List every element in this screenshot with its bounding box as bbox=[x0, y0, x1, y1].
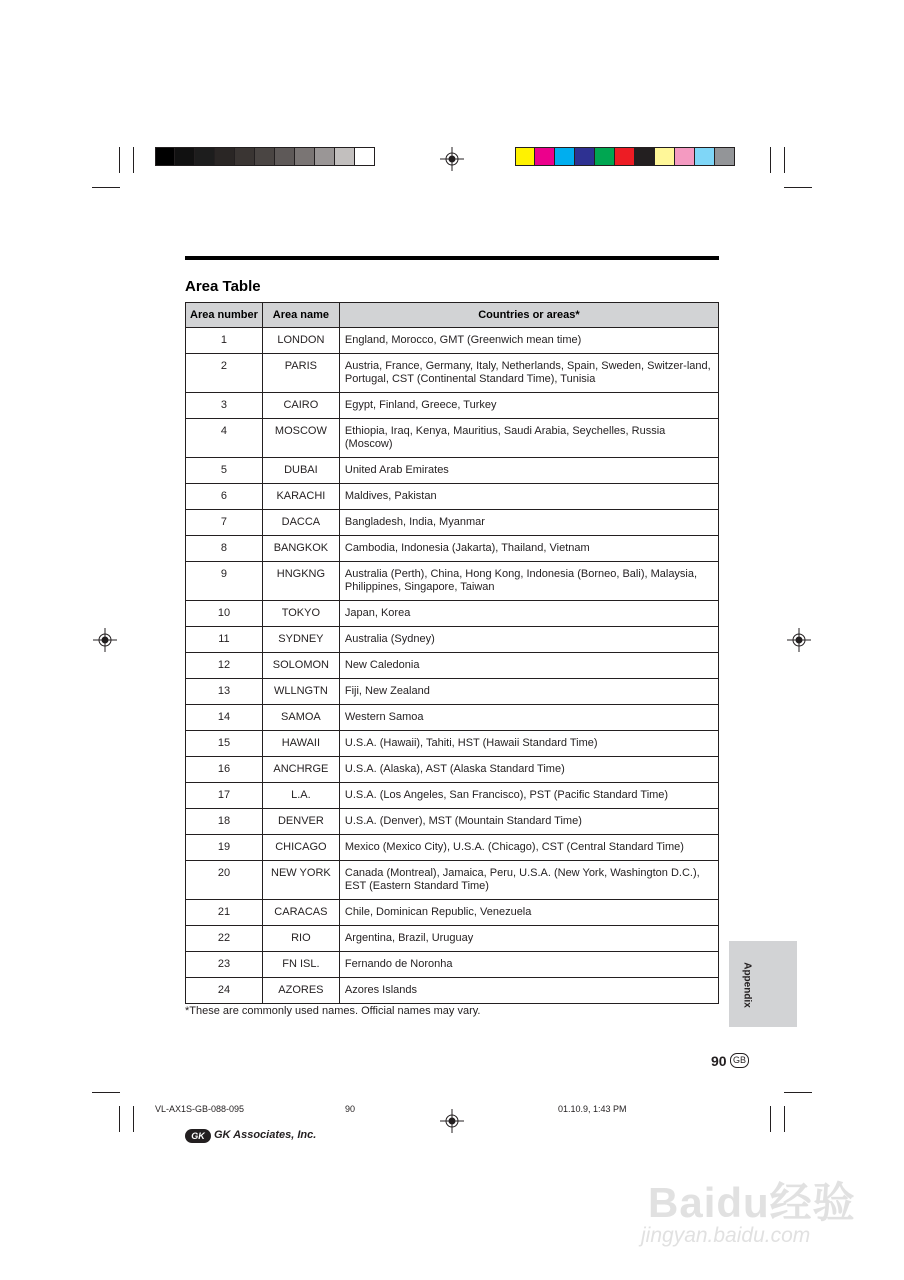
area-name-cell: DACCA bbox=[262, 510, 339, 536]
area-number-cell: 11 bbox=[186, 627, 263, 653]
area-name-cell: LONDON bbox=[262, 328, 339, 354]
table-row bbox=[186, 731, 719, 757]
area-name-cell: ANCHRGE bbox=[262, 757, 339, 783]
table-row bbox=[186, 328, 719, 354]
area-number-cell: 15 bbox=[186, 731, 263, 757]
slug-page: 90 bbox=[345, 1104, 356, 1114]
countries-cell: Ethiopia, Iraq, Kenya, Mauritius, Saudi Arabia, Seychelles, Russia (Moscow) bbox=[339, 419, 718, 458]
area-name-cell: DENVER bbox=[262, 809, 339, 835]
area-name-cell: SAMOA bbox=[262, 705, 339, 731]
calibration-swatch bbox=[635, 147, 655, 166]
area-number-cell: 2 bbox=[186, 354, 263, 393]
countries-cell: Australia (Sydney) bbox=[339, 627, 718, 653]
area-name-cell: KARACHI bbox=[262, 484, 339, 510]
column-header-countries: Countries or areas* bbox=[339, 303, 718, 328]
publisher-name: GK Associates, Inc. bbox=[214, 1129, 317, 1141]
table-row bbox=[186, 926, 719, 952]
calibration-swatch bbox=[335, 147, 355, 166]
area-name-cell: MOSCOW bbox=[262, 419, 339, 458]
countries-cell: Argentina, Brazil, Uruguay bbox=[339, 926, 718, 952]
table-header-row bbox=[186, 303, 719, 328]
table-row bbox=[186, 952, 719, 978]
countries-cell: Austria, France, Germany, Italy, Netherlands, Spain, Sweden, Switzer-land, Portugal, CST (Continental Standard Time), Tunisia bbox=[339, 354, 718, 393]
calibration-swatch bbox=[195, 147, 215, 166]
crop-mark bbox=[784, 1092, 812, 1093]
area-name-cell: SYDNEY bbox=[262, 627, 339, 653]
area-number-cell: 6 bbox=[186, 484, 263, 510]
crop-mark bbox=[770, 147, 771, 173]
countries-cell: Mexico (Mexico City), U.S.A. (Chicago), CST (Central Standard Time) bbox=[339, 835, 718, 861]
area-number-cell: 24 bbox=[186, 978, 263, 1004]
area-name-cell: HNGKNG bbox=[262, 562, 339, 601]
table-row bbox=[186, 601, 719, 627]
area-number-cell: 1 bbox=[186, 328, 263, 354]
countries-cell: Fiji, New Zealand bbox=[339, 679, 718, 705]
watermark-url: jingyan.baidu.com bbox=[641, 1224, 811, 1247]
area-number-cell: 9 bbox=[186, 562, 263, 601]
crop-mark bbox=[784, 147, 785, 173]
table-row bbox=[186, 809, 719, 835]
area-name-cell: DUBAI bbox=[262, 458, 339, 484]
area-table bbox=[185, 302, 719, 1004]
slug-file-name: VL-AX1S-GB-088-095 bbox=[155, 1104, 245, 1114]
crop-mark bbox=[119, 147, 120, 173]
column-header-area-name: Area name bbox=[262, 303, 339, 328]
area-name-cell: FN ISL. bbox=[262, 952, 339, 978]
page-number: 90 bbox=[711, 1053, 727, 1069]
area-number-cell: 21 bbox=[186, 900, 263, 926]
countries-cell: U.S.A. (Denver), MST (Mountain Standard Time) bbox=[339, 809, 718, 835]
calibration-swatch bbox=[715, 147, 735, 166]
countries-cell: U.S.A. (Los Angeles, San Francisco), PST (Pacific Standard Time) bbox=[339, 783, 718, 809]
countries-cell: Chile, Dominican Republic, Venezuela bbox=[339, 900, 718, 926]
registration-mark-icon bbox=[440, 147, 464, 171]
region-badge: GB bbox=[730, 1053, 749, 1068]
calibration-swatch bbox=[255, 147, 275, 166]
table-row bbox=[186, 705, 719, 731]
crop-mark bbox=[92, 1092, 120, 1093]
table-row bbox=[186, 458, 719, 484]
calibration-swatch bbox=[595, 147, 615, 166]
registration-mark-icon bbox=[787, 628, 811, 652]
area-number-cell: 13 bbox=[186, 679, 263, 705]
table-row bbox=[186, 536, 719, 562]
table-row bbox=[186, 627, 719, 653]
calibration-swatch bbox=[535, 147, 555, 166]
area-number-cell: 23 bbox=[186, 952, 263, 978]
area-name-cell: NEW YORK bbox=[262, 861, 339, 900]
area-name-cell: HAWAII bbox=[262, 731, 339, 757]
area-name-cell: BANGKOK bbox=[262, 536, 339, 562]
countries-cell: Australia (Perth), China, Hong Kong, Indonesia (Borneo, Bali), Malaysia, Philippines, Singapore, Taiwan bbox=[339, 562, 718, 601]
area-number-cell: 10 bbox=[186, 601, 263, 627]
area-number-cell: 14 bbox=[186, 705, 263, 731]
table-row bbox=[186, 354, 719, 393]
crop-mark bbox=[784, 187, 812, 188]
crop-mark bbox=[770, 1106, 771, 1132]
area-name-cell: L.A. bbox=[262, 783, 339, 809]
area-number-cell: 4 bbox=[186, 419, 263, 458]
color-calibration-bar bbox=[515, 147, 735, 166]
column-header-area-number: Area number bbox=[186, 303, 263, 328]
table-row bbox=[186, 835, 719, 861]
countries-cell: Fernando de Noronha bbox=[339, 952, 718, 978]
table-row bbox=[186, 679, 719, 705]
area-number-cell: 22 bbox=[186, 926, 263, 952]
countries-cell: Maldives, Pakistan bbox=[339, 484, 718, 510]
area-number-cell: 16 bbox=[186, 757, 263, 783]
calibration-swatch bbox=[175, 147, 195, 166]
area-name-cell: CAIRO bbox=[262, 393, 339, 419]
table-row bbox=[186, 419, 719, 458]
area-number-cell: 5 bbox=[186, 458, 263, 484]
table-row bbox=[186, 783, 719, 809]
calibration-swatch bbox=[695, 147, 715, 166]
table-row bbox=[186, 900, 719, 926]
table-row bbox=[186, 484, 719, 510]
table-body bbox=[186, 328, 719, 1004]
area-number-cell: 20 bbox=[186, 861, 263, 900]
calibration-swatch bbox=[675, 147, 695, 166]
slug-timestamp: 01.10.9, 1:43 PM bbox=[558, 1104, 627, 1114]
area-name-cell: RIO bbox=[262, 926, 339, 952]
table-row bbox=[186, 861, 719, 900]
area-number-cell: 3 bbox=[186, 393, 263, 419]
section-tab-text: Appendix bbox=[741, 962, 753, 1008]
area-name-cell: AZORES bbox=[262, 978, 339, 1004]
area-number-cell: 7 bbox=[186, 510, 263, 536]
area-name-cell: CARACAS bbox=[262, 900, 339, 926]
registration-mark-icon bbox=[440, 1109, 464, 1133]
countries-cell: Western Samoa bbox=[339, 705, 718, 731]
calibration-swatch bbox=[355, 147, 375, 166]
table-row bbox=[186, 562, 719, 601]
page-title: Area Table bbox=[185, 278, 261, 295]
area-name-cell: CHICAGO bbox=[262, 835, 339, 861]
countries-cell: England, Morocco, GMT (Greenwich mean time) bbox=[339, 328, 718, 354]
countries-cell: Cambodia, Indonesia (Jakarta), Thailand, Vietnam bbox=[339, 536, 718, 562]
area-name-cell: PARIS bbox=[262, 354, 339, 393]
gray-calibration-bar bbox=[155, 147, 375, 166]
area-name-cell: WLLNGTN bbox=[262, 679, 339, 705]
area-number-cell: 12 bbox=[186, 653, 263, 679]
calibration-swatch bbox=[275, 147, 295, 166]
crop-mark bbox=[784, 1106, 785, 1132]
countries-cell: Bangladesh, India, Myanmar bbox=[339, 510, 718, 536]
calibration-swatch bbox=[155, 147, 175, 166]
countries-cell: Japan, Korea bbox=[339, 601, 718, 627]
watermark-logo: Baidu经验 bbox=[648, 1179, 856, 1226]
countries-cell: Egypt, Finland, Greece, Turkey bbox=[339, 393, 718, 419]
crop-mark bbox=[133, 147, 134, 173]
calibration-swatch bbox=[655, 147, 675, 166]
countries-cell: Azores Islands bbox=[339, 978, 718, 1004]
section-tab bbox=[729, 941, 797, 1027]
calibration-swatch bbox=[315, 147, 335, 166]
countries-cell: New Caledonia bbox=[339, 653, 718, 679]
area-name-cell: TOKYO bbox=[262, 601, 339, 627]
table-row bbox=[186, 653, 719, 679]
area-number-cell: 19 bbox=[186, 835, 263, 861]
countries-cell: U.S.A. (Hawaii), Tahiti, HST (Hawaii Standard Time) bbox=[339, 731, 718, 757]
gk-logo-icon: GK bbox=[185, 1129, 211, 1143]
calibration-swatch bbox=[215, 147, 235, 166]
table-row bbox=[186, 393, 719, 419]
calibration-swatch bbox=[515, 147, 535, 166]
table-row bbox=[186, 510, 719, 536]
crop-mark bbox=[133, 1106, 134, 1132]
table-row bbox=[186, 757, 719, 783]
countries-cell: U.S.A. (Alaska), AST (Alaska Standard Time) bbox=[339, 757, 718, 783]
crop-mark bbox=[92, 187, 120, 188]
heading-rule bbox=[185, 256, 719, 260]
calibration-swatch bbox=[235, 147, 255, 166]
area-number-cell: 17 bbox=[186, 783, 263, 809]
footnote: *These are commonly used names. Official names may vary. bbox=[185, 1005, 481, 1017]
calibration-swatch bbox=[555, 147, 575, 166]
calibration-swatch bbox=[575, 147, 595, 166]
countries-cell: United Arab Emirates bbox=[339, 458, 718, 484]
area-name-cell: SOLOMON bbox=[262, 653, 339, 679]
area-number-cell: 8 bbox=[186, 536, 263, 562]
area-number-cell: 18 bbox=[186, 809, 263, 835]
table-row bbox=[186, 978, 719, 1004]
registration-mark-icon bbox=[93, 628, 117, 652]
countries-cell: Canada (Montreal), Jamaica, Peru, U.S.A. (New York, Washington D.C.), EST (Eastern Standard Time) bbox=[339, 861, 718, 900]
calibration-swatch bbox=[615, 147, 635, 166]
crop-mark bbox=[119, 1106, 120, 1132]
calibration-swatch bbox=[295, 147, 315, 166]
